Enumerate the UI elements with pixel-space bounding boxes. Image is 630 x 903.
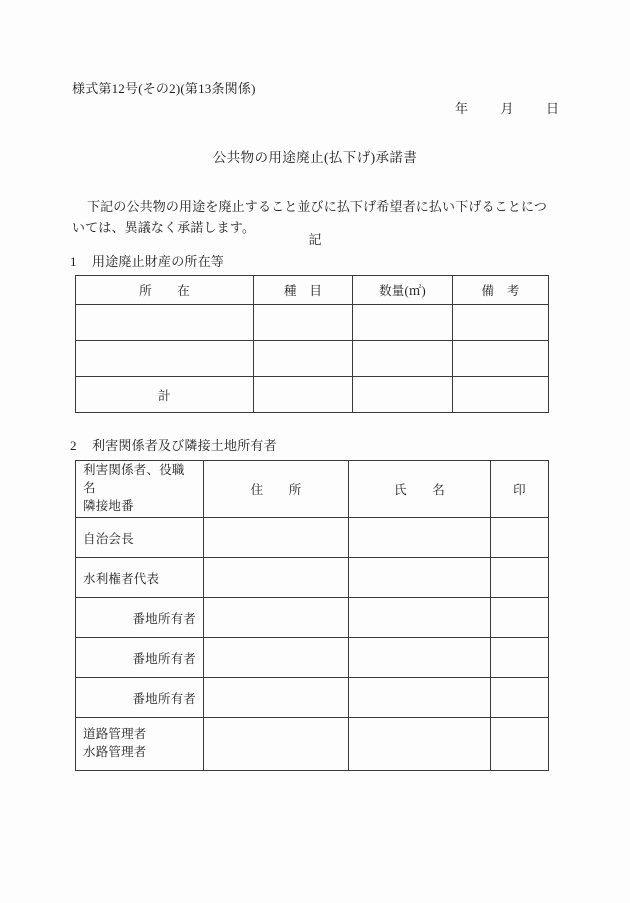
parties-table: [75, 460, 549, 771]
parties-cell-name[interactable]: [349, 598, 491, 638]
parties-table-header-row: [76, 461, 549, 518]
assets-header-kind: 種 目: [254, 276, 353, 305]
assets-header-quantity: 数量(㎡): [353, 276, 453, 305]
parties-cell-address[interactable]: [204, 638, 349, 678]
parties-cell-address[interactable]: [204, 558, 349, 598]
parties-cell-address[interactable]: [204, 598, 349, 638]
ki-marker: 記: [308, 232, 322, 247]
assets-cell-quantity[interactable]: [353, 341, 453, 377]
parties-cell-name[interactable]: [349, 718, 491, 771]
assets-cell-location[interactable]: [76, 305, 254, 341]
assets-total-label: 計: [76, 377, 254, 413]
parties-cell-name[interactable]: [349, 558, 491, 598]
parties-cell-address[interactable]: [204, 518, 349, 558]
table-row: [76, 305, 549, 341]
parties-cell-seal[interactable]: [491, 558, 549, 598]
parties-cell-seal[interactable]: [491, 518, 549, 558]
page-title: 公共物の用途廃止(払下げ)承諾書: [212, 150, 418, 165]
assets-cell-note[interactable]: [453, 341, 549, 377]
parties-cell-seal[interactable]: [491, 638, 549, 678]
section-2-number: 2: [70, 438, 77, 453]
parties-cell-seal[interactable]: [491, 678, 549, 718]
parties-cell-role: 自治会長: [76, 518, 204, 558]
table-row: [76, 598, 549, 638]
parties-cell-name[interactable]: [349, 638, 491, 678]
parties-header-seal: 印: [491, 461, 549, 518]
assets-table: [75, 275, 549, 413]
body-paragraph: 下記の公共物の用途を廃止すること並びに払下げ希望者に払い下げることについては、異議なく承諾します。: [72, 199, 547, 236]
assets-cell-note[interactable]: [453, 305, 549, 341]
assets-cell-location[interactable]: [76, 341, 254, 377]
assets-cell-quantity[interactable]: [353, 305, 453, 341]
table-row: [76, 718, 549, 771]
parties-header-role-line1: 利害関係者、役職名: [83, 463, 185, 496]
assets-header-note: 備 考: [453, 276, 549, 305]
table-row: [76, 678, 549, 718]
section-2-heading: [70, 435, 277, 454]
parties-cell-address[interactable]: [204, 718, 349, 771]
section-2-title: 利害関係者及び隣接土地所有者: [92, 438, 277, 453]
parties-cell-role: 番地所有者: [76, 678, 204, 718]
parties-header-role-line2: 隣接地番: [83, 498, 134, 513]
assets-cell-kind[interactable]: [254, 305, 353, 341]
table-row: [76, 341, 549, 377]
parties-cell-name[interactable]: [349, 518, 491, 558]
parties-cell-role: 番地所有者: [76, 598, 204, 638]
table-row: [76, 518, 549, 558]
assets-total-kind[interactable]: [254, 377, 353, 413]
parties-role-road-manager: 道路管理者: [83, 727, 147, 742]
assets-total-note[interactable]: [453, 377, 549, 413]
section-1-number: 1: [70, 254, 77, 269]
assets-cell-kind[interactable]: [254, 341, 353, 377]
date-year-label: 年: [455, 101, 469, 116]
form-code-label: 様式第12号(その2)(第13条関係): [72, 81, 256, 96]
date-month-label: 月: [500, 101, 514, 116]
table-row: [76, 638, 549, 678]
table-row-total: [76, 377, 549, 413]
parties-cell-seal[interactable]: [491, 718, 549, 771]
parties-cell-name[interactable]: [349, 678, 491, 718]
section-1-heading: [70, 251, 224, 270]
parties-cell-role: 水利権者代表: [76, 558, 204, 598]
parties-cell-role-managers: [76, 718, 204, 771]
parties-role-waterway-manager: 水路管理者: [83, 745, 147, 759]
parties-header-role: [76, 461, 204, 518]
assets-header-location: 所 在: [76, 276, 254, 305]
date-day-label: 日: [546, 101, 560, 116]
parties-header-name: 氏 名: [349, 461, 491, 518]
parties-cell-role: 番地所有者: [76, 638, 204, 678]
assets-table-header-row: [76, 276, 549, 305]
parties-cell-address[interactable]: [204, 678, 349, 718]
section-1-title: 用途廃止財産の所在等: [92, 254, 225, 269]
parties-cell-seal[interactable]: [491, 598, 549, 638]
parties-header-address: 住 所: [204, 461, 349, 518]
assets-total-quantity[interactable]: [353, 377, 453, 413]
table-row: [76, 558, 549, 598]
date-line: [455, 98, 559, 117]
